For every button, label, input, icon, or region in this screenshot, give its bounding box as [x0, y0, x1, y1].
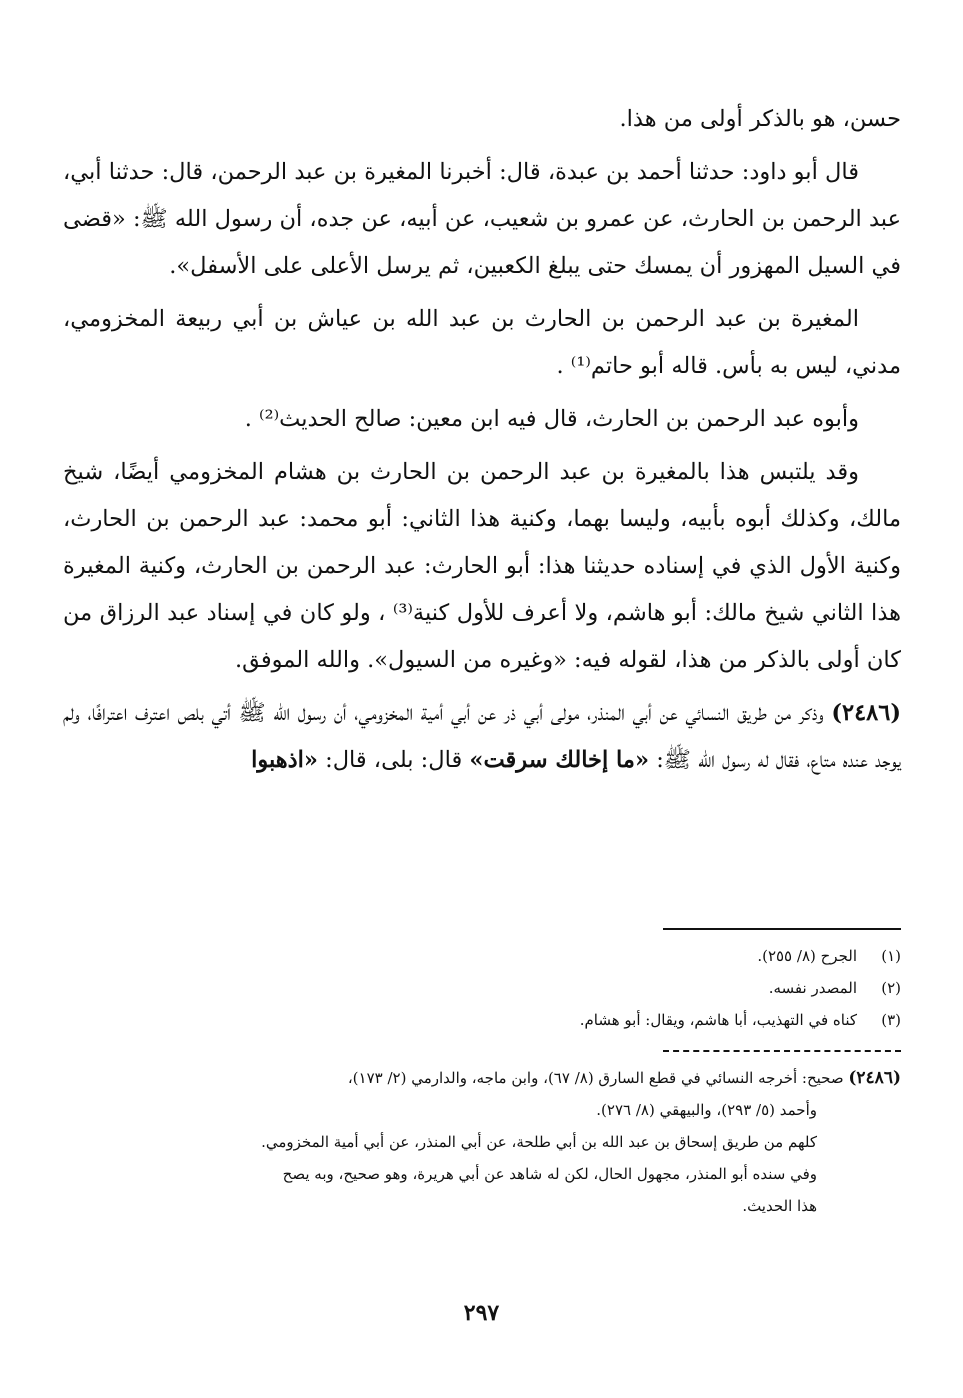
paragraph-1: حسن، هو بالذكر أولى من هذا. — [619, 106, 901, 132]
footnote-text: المصدر نفسه. — [768, 979, 857, 997]
footnote-text: الجرح (٨/ ٢٥٥). — [757, 947, 857, 965]
takhrij-notes — [63, 1062, 901, 1222]
footnote-number: (٢) — [881, 979, 901, 997]
paragraph-hadith-2486 — [63, 690, 901, 784]
takhrij-line-1 — [63, 1062, 901, 1094]
hadith-number: (٢٤٨٦) — [831, 700, 901, 726]
takhrij-text: صحيح: أخرجه النسائي في قطع السارق (٨/ ٦٧)، وابن ماجه، والدارمي (٢/ ١٧٣)، — [347, 1069, 844, 1087]
paragraph-2: قال أبو داود: حدثنا أحمد بن عبدة، قال: أخبرنا المغيرة بن عبد الرحمن، قال: حدثنا أبي، عبد الرحمن بن الحارث، عن عمرو بن شعيب، عن أبيه، عن جده، أن رسول الله ﷺ: «قضى في السيل المهزور أن يمسك حتى يبلغ الكعبين، ثم يرسل الأعلى على الأسفل». — [63, 159, 901, 279]
takhrij-line-5: هذا الحديث. — [742, 1197, 817, 1215]
footnotes — [63, 940, 901, 1036]
hadith-quote: «ما إخالك سرقت» — [469, 747, 650, 773]
footnote-3 — [63, 1004, 901, 1036]
main-text — [63, 96, 901, 790]
takhrij-number: (٢٤٨٦) — [848, 1068, 901, 1088]
takhrij-line-4: وفي سنده أبو المنذر، مجهول الحال، لكن له شاهد عن أبي هريرة، وهو صحيح، وبه يصح — [282, 1165, 817, 1183]
footnote-separator — [663, 928, 901, 930]
footnote-2 — [63, 972, 901, 1004]
hadith-text-mid: قال: بلى، قال: — [325, 747, 463, 773]
footnote-text: كناه في التهذيب، أبا هاشم، ويقال: أبو هشام. — [579, 1011, 857, 1029]
takhrij-separator — [663, 1050, 901, 1052]
paragraph-5: وقد يلتبس هذا بالمغيرة بن عبد الرحمن بن الحارث بن هشام المخزومي أيضًا، شيخ مالك، وكذلك أبوه بأبيه، وليسا بهما، وكنية هذا الثاني: أبو محمد: عبد الرحمن بن الحارث، وكنية الأول الذي في إسناده حديثنا هذا: أبو الحارث: عبد الرحمن بن الحارث، وكنية المغيرة هذا الثاني شيخ مالك: أبو هاشم، ولا أعرف للأول كنية⁽³⁾ ، ولو كان في إسناد عبد الرزاق من كان أولى بالذكر من هذا، لقوله فيه: «وغيره من السيول». والله الموفق. — [63, 459, 901, 673]
takhrij-line-3: كلهم من طريق إسحاق بن عبد الله بن أبي طلحة، عن أبي المنذر، عن أبي أمية المخزومي. — [261, 1133, 817, 1151]
takhrij-line-2: وأحمد (٥/ ٢٩٣)، والبيهقي (٨/ ٢٧٦). — [596, 1101, 817, 1119]
paragraph-4: وأبوه عبد الرحمن بن الحارث، قال فيه ابن معين: صالح الحديث⁽²⁾ . — [244, 406, 859, 432]
footnote-number: (٣) — [881, 1011, 901, 1029]
page-number: ٢٩٧ — [463, 1300, 500, 1326]
hadith-text-end: «اذهبوا — [251, 747, 318, 773]
footnote-number: (١) — [881, 947, 901, 965]
footnote-1 — [63, 940, 901, 972]
paragraph-3: المغيرة بن عبد الرحمن بن الحارث بن عبد الله بن عياش بن أبي ربيعة المخزومي، مدني، ليس به بأس. قاله أبو حاتم⁽¹⁾ . — [63, 306, 901, 379]
hadith-text: وذكر من طريق النسائي عن أبي المنذر، مولى أبي ذر عن أبي أمية المخزومي، أن رسول الله ﷺ أتي بلص اعترف اعترافًا، ولم يوجد عنده متاع، فقال له رسول الله ﷺ: — [63, 700, 901, 773]
